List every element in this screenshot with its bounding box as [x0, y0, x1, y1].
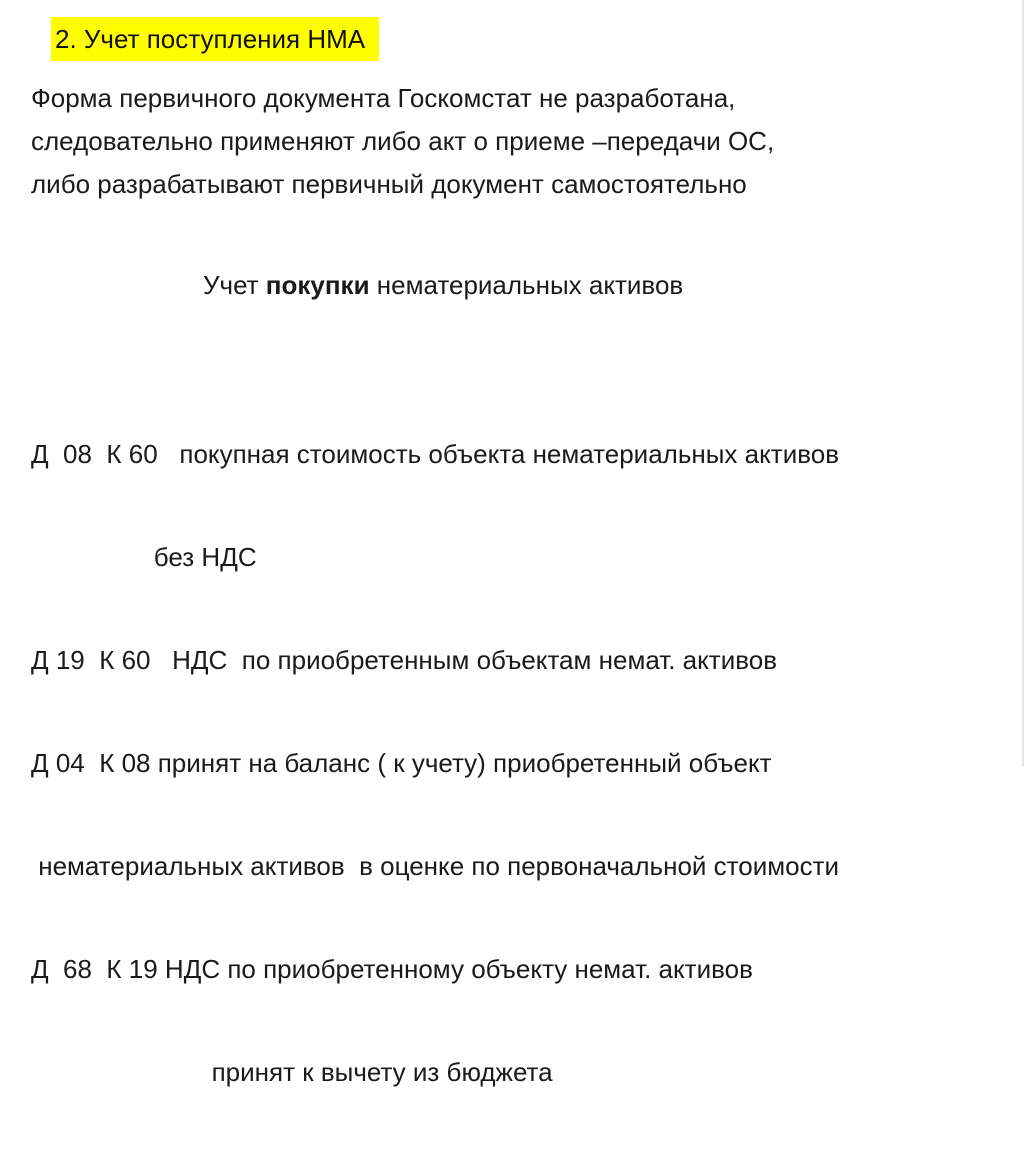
section-subheading: [203, 265, 683, 305]
intro-paragraph: [31, 77, 774, 206]
entry-line: Д 68 К 19 НДС по приобретенному объекту немат. активов: [31, 954, 753, 984]
entry-line: без НДС: [31, 542, 257, 572]
entry-line: Д 08 К 60 покупная стоимость объекта нематериальных активов: [31, 439, 840, 469]
intro-line: либо разрабатывают первичный документ самостоятельно: [31, 169, 747, 199]
subheading-prefix: Учет: [203, 270, 266, 300]
subheading-emphasis: покупки: [265, 270, 370, 300]
entry-line: нематериальных активов в оценке по первоначальной стоимости: [31, 851, 840, 881]
entry-line: принят к вычету из бюджета: [31, 1057, 553, 1087]
intro-line: следовательно применяют либо акт о приеме –передачи ОС,: [31, 126, 775, 156]
entry-line: Д 19 К 60 НДС по приобретенным объектам немат. активов: [31, 645, 778, 675]
entry-line: Д 04 К 08 принят на баланс ( к учету) приобретенный объект: [31, 748, 772, 778]
accounting-entries: [31, 372, 839, 1155]
slide-title: 2. Учет поступления НМА: [51, 17, 379, 61]
intro-line: Форма первичного документа Госкомстат не разработана,: [31, 83, 736, 113]
subheading-suffix: нематериальных активов: [369, 270, 684, 300]
